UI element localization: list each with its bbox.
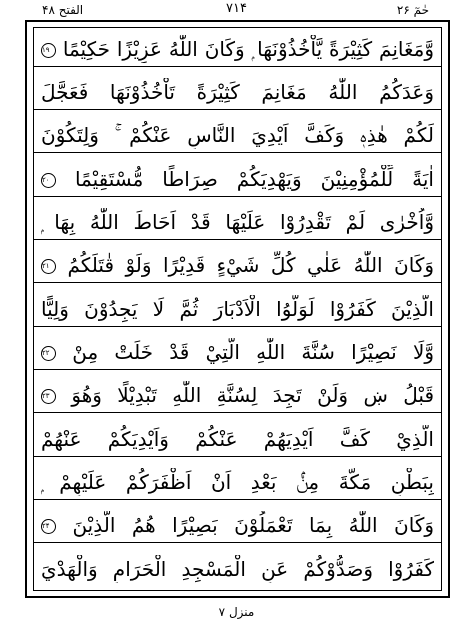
- line-text: لَكُمْ هٰذِهٖ وَكَفَّ اَيْدِيَ النَّاسِ عَنْكُمْ ۚ وَلِتَكُوْنَ: [41, 123, 434, 147]
- aya-end-marker: ۲۴: [41, 519, 56, 534]
- line-text: وَعَدَكُمُ اللّٰهُ مَغَانِمَ كَثِيْرَةً تَاْخُذُوْنَهَا فَعَجَّلَ: [41, 80, 434, 104]
- text-line: [33, 287, 442, 327]
- manzil-footer: منزل ۷: [218, 605, 255, 619]
- text-line: [33, 503, 442, 543]
- text-line: [33, 70, 442, 110]
- line-text-a: وَكَانَ اللّٰهُ عَلٰي كُلِّ شَيْءٍ قَدِيْرًا وَلَوْ قٰتَلَكُمُ: [67, 253, 434, 277]
- text-line: [33, 243, 442, 283]
- surah-name-header: الفتح ۴۸: [42, 3, 84, 17]
- text-line: [33, 113, 442, 153]
- aya-end-marker: ۲۱: [41, 259, 56, 274]
- line-text: وَّاُخْرٰى لَمْ تَقْدِرُوْا عَلَيْهَا قَدْ اَحَاطَ اللّٰهُ بِهَا ۭ: [41, 210, 434, 234]
- line-text: وَكَانَ اللّٰهُ بِمَا تَعْمَلُوْنَ بَصِيْرًا هُمُ الَّذِيْنَ: [72, 513, 434, 537]
- line-text: وَّلَا نَصِيْرًا سُنَّةَ اللّٰهِ الَّتِيْ قَدْ خَلَتْ مِنْ: [72, 340, 434, 364]
- text-line: [33, 547, 442, 587]
- line-text: اٰيَةً لِّلْمُؤْمِنِيْنَ وَيَهْدِيَكُمْ صِرَاطًا مُّسْتَقِيْمًا: [74, 167, 434, 191]
- text-line: [33, 330, 442, 370]
- line-text: كَفَرُوْا وَصَدُّوْكُمْ عَنِ الْمَسْجِدِ الْحَرَامِ وَالْهَدْيَ: [41, 557, 434, 581]
- text-block: [33, 27, 442, 591]
- line-text: الَّذِيْنَ كَفَرُوْا لَوَلَّوُا الْاَدْبَارَ ثُمَّ لَا يَجِدُوْنَ وَلِيًّا: [41, 297, 434, 321]
- aya-end-marker: ۲۲: [41, 346, 56, 361]
- line-text: قَبْلُ ښ وَلَنْ تَجِدَ لِسُنَّةِ اللّٰهِ تَبْدِيْلًا وَهُوَ: [71, 383, 434, 407]
- page-number: ۷۱۴: [226, 1, 247, 16]
- line-text: بِبَطْنِ مَكَّةَ مِنْۢ بَعْدِ اَنْ اَظْفَرَكُمْ عَلَيْهِمْ ۭ: [41, 470, 434, 494]
- aya-end-marker: ۱۹: [41, 43, 56, 58]
- aya-end-marker: ۲۳: [41, 389, 56, 404]
- line-text: وَّمَغَانِمَ كَثِيْرَةً يَّاْخُذُوْنَهَا ۭ وَكَانَ اللّٰهُ عَزِيْزًا حَكِيْمًا: [62, 37, 434, 61]
- text-line: [33, 373, 442, 413]
- text-line: [33, 157, 442, 197]
- juz-name-header: حٰمٓ ۲۶: [396, 3, 429, 17]
- text-line: [33, 460, 442, 500]
- aya-end-marker: ۲۰: [41, 173, 56, 188]
- text-line: [33, 27, 442, 67]
- text-line: [33, 417, 442, 457]
- line-text: الَّذِيْ كَفَّ اَيْدِيَهُمْ عَنْكُمْ وَاَيْدِيَكُمْ عَنْهُمْ: [41, 427, 434, 451]
- text-line: [33, 200, 442, 240]
